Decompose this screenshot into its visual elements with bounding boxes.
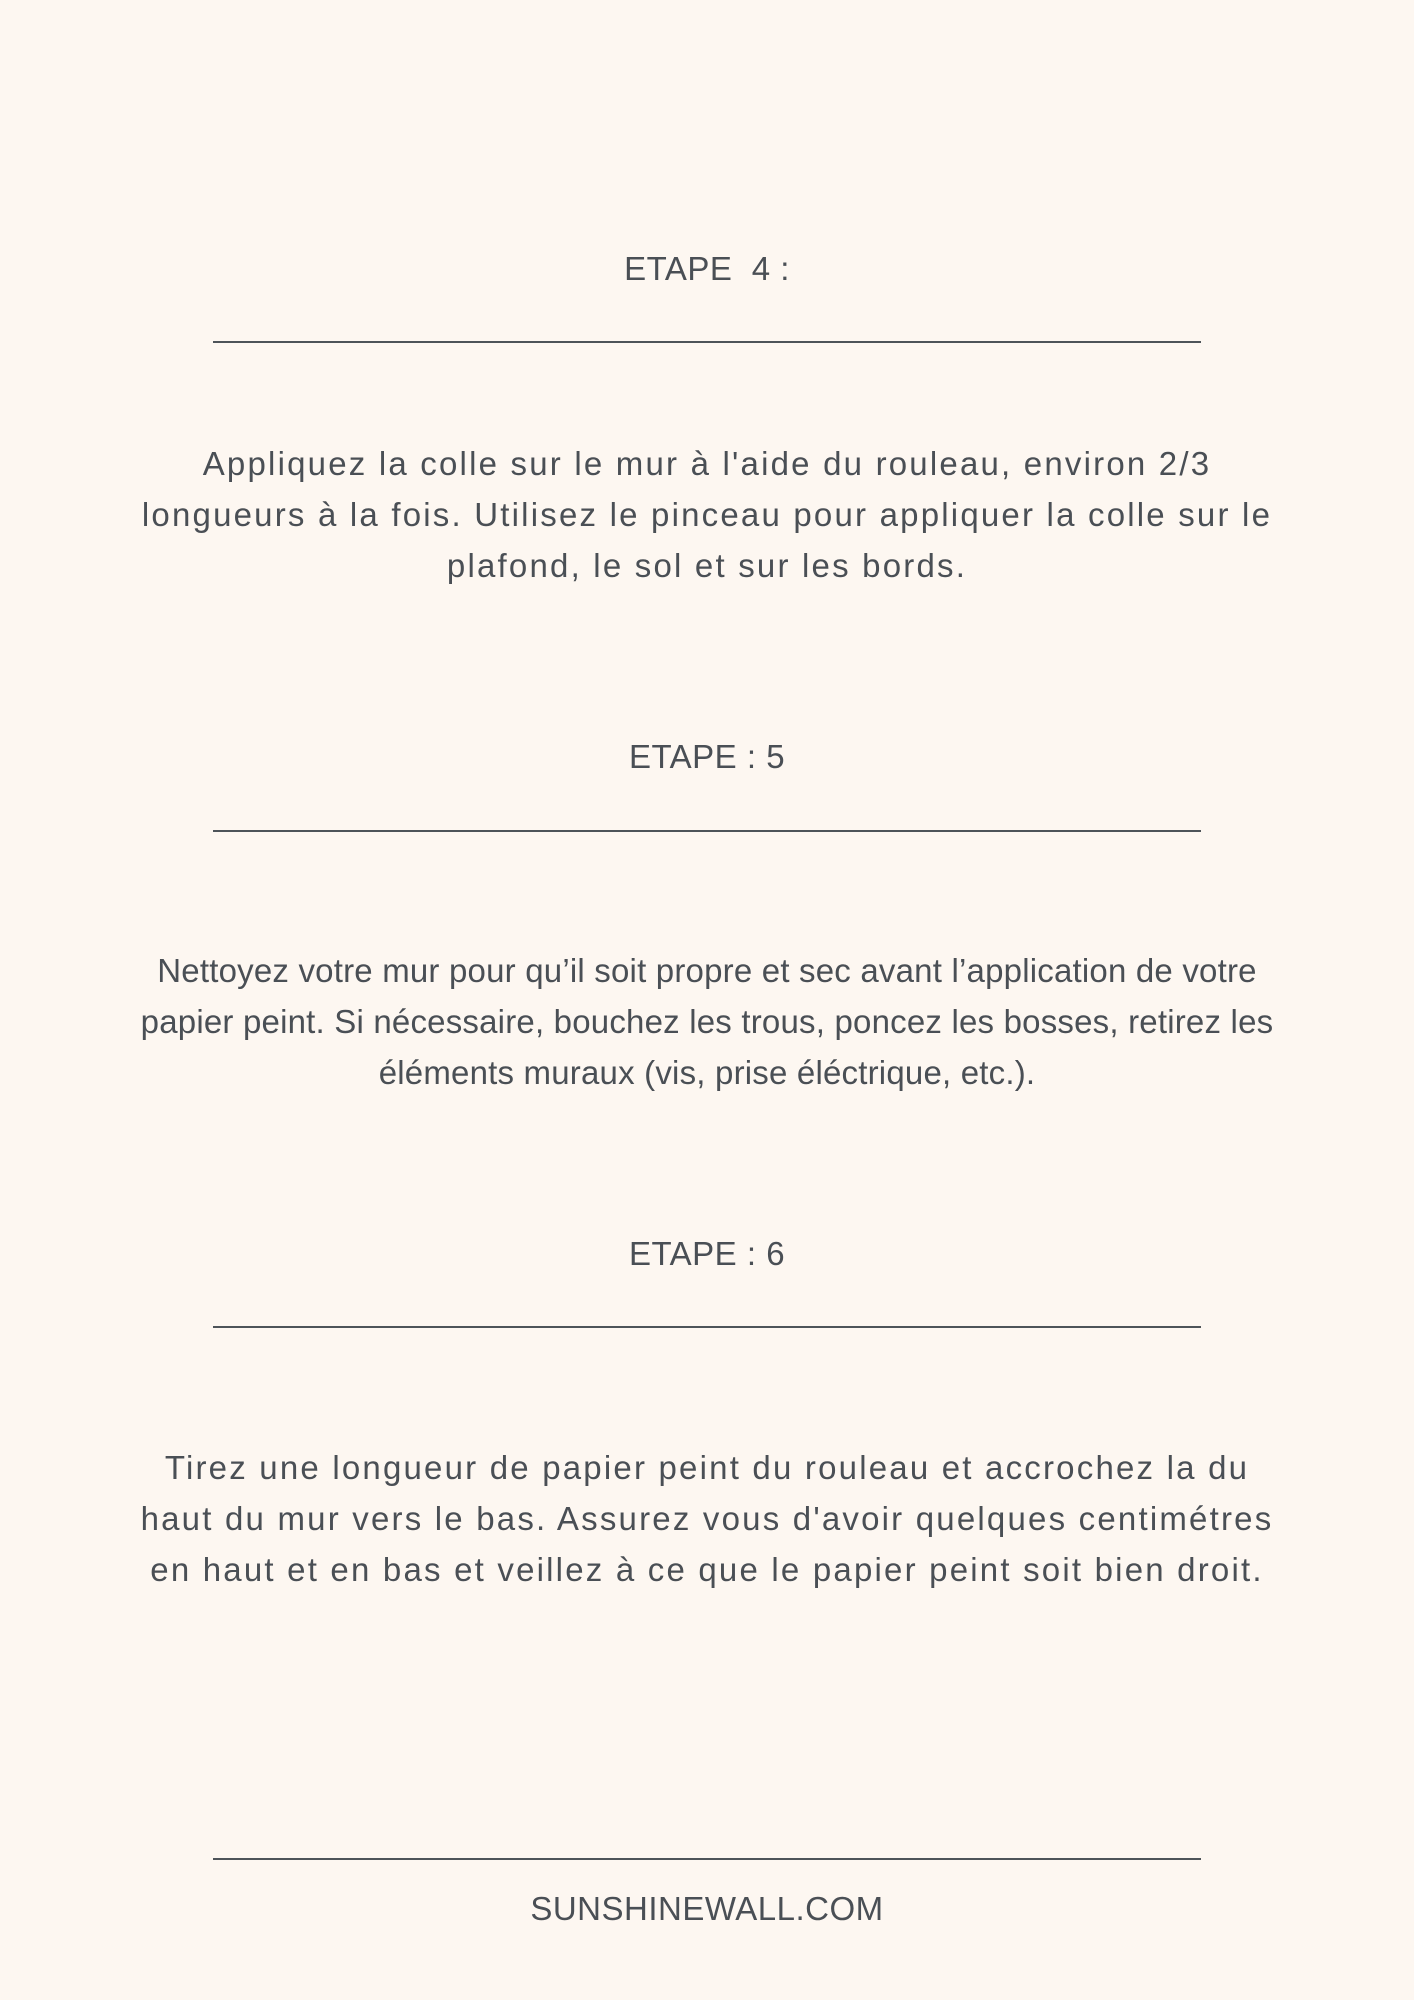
step-5-divider xyxy=(213,830,1201,832)
step-5-text: Nettoyez votre mur pour qu’il soit propre et sec avant l’application de votre papier peint. Si nécessaire, bouchez les trous, poncez les bosses, retirez les éléments muraux (vis, prise éléctrique, etc.). xyxy=(140,952,1274,1091)
footer-site: SUNSHINEWALL.COM xyxy=(530,1890,884,1927)
footer-divider xyxy=(213,1858,1201,1860)
step-4-divider xyxy=(213,341,1201,343)
step-6-heading: ETAPE : 6 xyxy=(628,1235,786,1272)
step-6-divider xyxy=(213,1326,1201,1328)
step-4-text: Appliquez la colle sur le mur à l'aide du rouleau, environ 2/3 longueurs à la fois. Utilisez le pinceau pour appliquer la colle sur le plafond, le sol et sur les bords. xyxy=(141,445,1273,584)
step-4-heading: ETAPE 4 : xyxy=(624,250,790,287)
step-5-heading: ETAPE : 5 xyxy=(628,738,786,775)
step-6-text: Tirez une longueur de papier peint du rouleau et accrochez la du haut du mur vers le bas. Assurez vous d'avoir quelques centimétres en haut et en bas et veillez à ce que le papier peint soit bien droit. xyxy=(140,1449,1274,1588)
